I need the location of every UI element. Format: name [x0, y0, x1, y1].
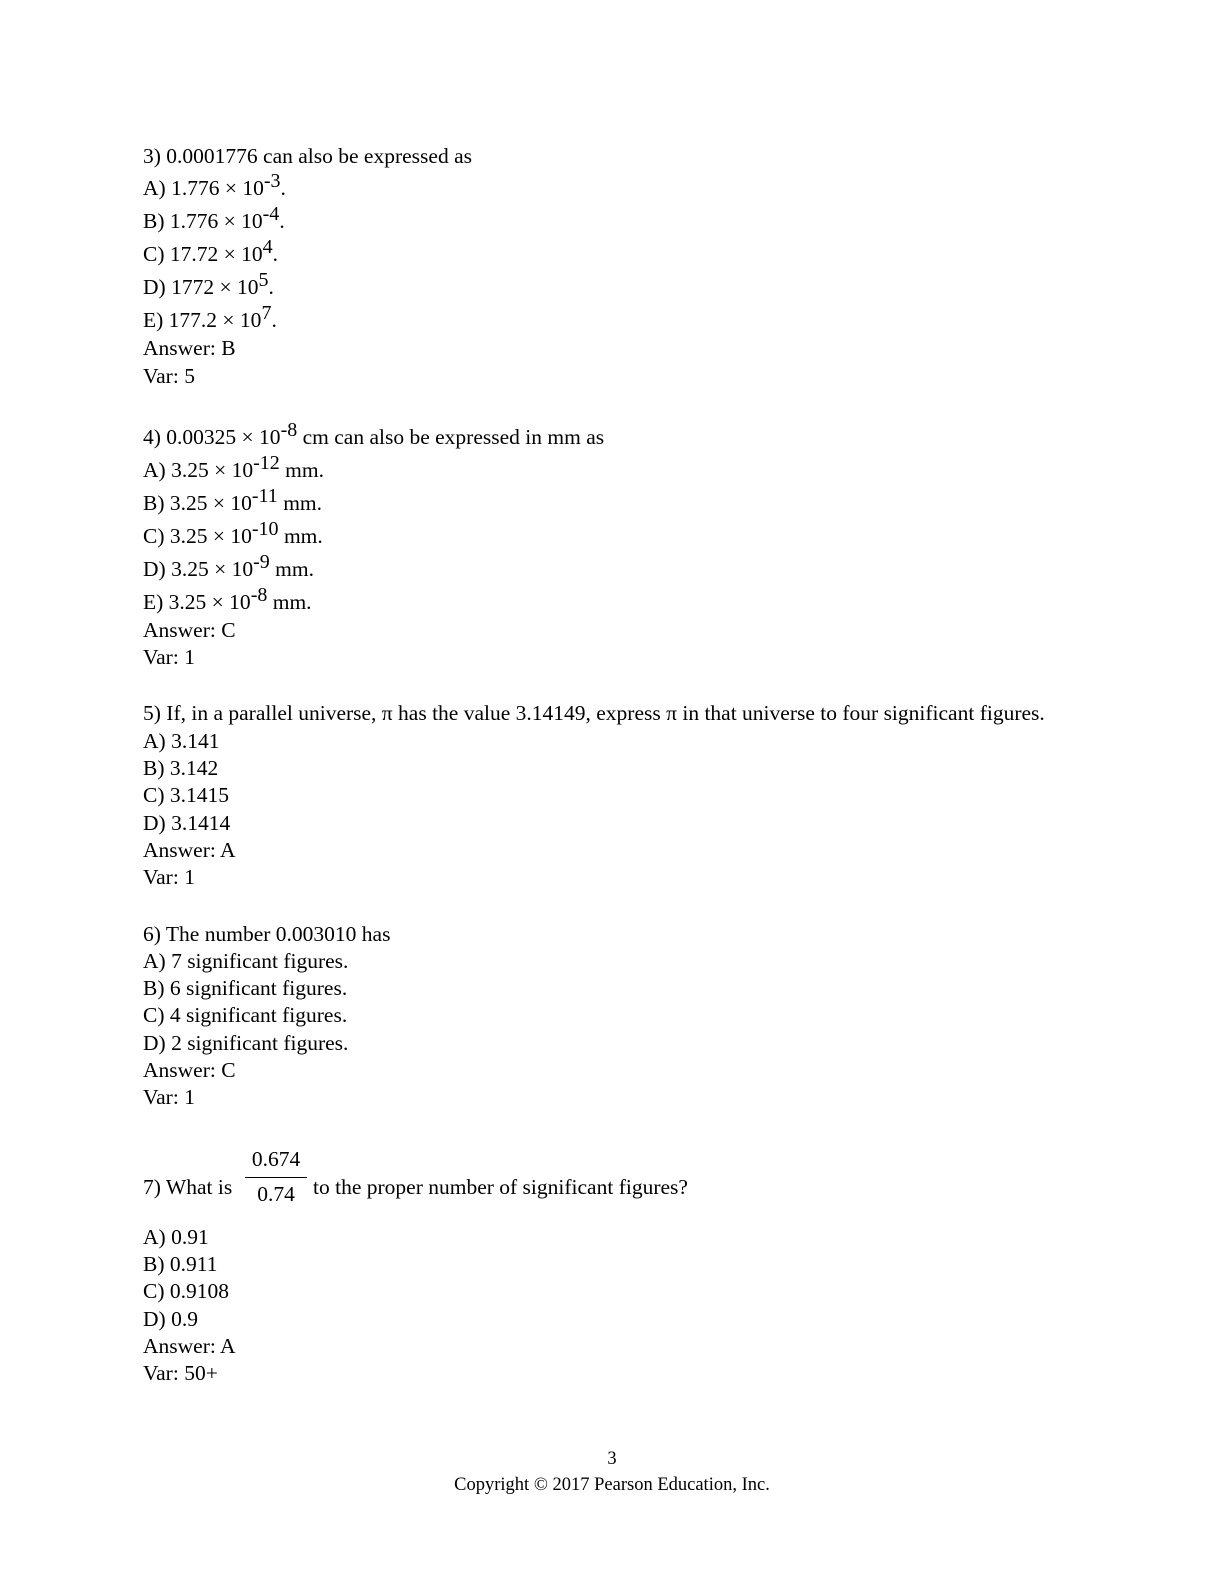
document-page — [143, 143, 1083, 1387]
option-c: C) $3.25 \times 10^{-10}$ mm. — [143, 517, 323, 548]
question-5 — [143, 700, 1083, 891]
option-e: E) $177.2 \times 10^7$. — [143, 302, 277, 333]
option-c: C) $17.72 \times 10^4$. — [143, 236, 279, 267]
option-c: C) 0.9108 — [143, 1279, 229, 1304]
answer-line: Answer: A — [143, 837, 236, 862]
var-line: Var: 1 — [143, 645, 195, 670]
var-line: Var: 1 — [143, 1085, 195, 1110]
option-b: B) 0.911 — [143, 1251, 218, 1276]
option-b: B) 3.142 — [143, 756, 219, 781]
answer-line: Answer: C — [143, 1058, 236, 1083]
question-stem: 4) $0.00325 \times 10^{-8}$ cm can also be expressed in mm as — [143, 418, 605, 449]
question-4 — [143, 419, 1083, 672]
question-stem: 6) The number 0.003010 has — [143, 921, 391, 946]
option-a: A) $1.776 \times 10^{-3}$. — [143, 170, 286, 201]
option-c: C) 4 significant figures. — [143, 1003, 348, 1028]
answer-line: Answer: C — [143, 617, 236, 642]
fraction — [245, 1144, 307, 1210]
fraction-numerator: 0.674 — [251, 1146, 301, 1171]
option-d: D) 2 significant figures. — [143, 1030, 349, 1055]
option-d: D) 3.1414 — [143, 810, 231, 835]
fraction-bar — [245, 1177, 307, 1178]
question-3 — [143, 143, 1083, 390]
question-7 — [143, 1144, 1083, 1388]
option-d: D) 0.9 — [143, 1306, 198, 1331]
question-stem: 7) What is 0.674 0.74 to the proper number of significant figures? — [143, 1144, 1083, 1224]
option-b: B) 6 significant figures. — [143, 976, 348, 1001]
var-line: Var: 1 — [143, 865, 195, 890]
question-stem: 5) If, in a parallel universe, π has the value 3.14149, express π in that universe to four significant figures. — [143, 701, 1045, 726]
question-6 — [143, 921, 1083, 1112]
question-stem: 3) 0.0001776 can also be expressed as — [143, 144, 472, 168]
var-line: Var: 50+ — [143, 1361, 218, 1386]
option-b: B) $1.776 \times 10^{-4}$. — [143, 203, 285, 234]
option-e: E) $3.25 \times 10^{-8}$ mm. — [143, 583, 312, 614]
var-line: Var: 5 — [143, 363, 195, 388]
answer-line: Answer: B — [143, 336, 236, 361]
option-c: C) 3.1415 — [143, 783, 229, 808]
option-a: A) 7 significant figures. — [143, 948, 349, 973]
option-a: A) $3.25 \times 10^{-12}$ mm. — [143, 451, 324, 482]
copyright-notice: Copyright © 2017 Pearson Education, Inc. — [454, 1475, 770, 1495]
option-b: B) $3.25 \times 10^{-11}$ mm. — [143, 484, 323, 515]
option-d: D) $1772 \times 10^5$. — [143, 269, 274, 300]
page-number: 3 — [607, 1449, 617, 1469]
option-d: D) $3.25 \times 10^{-9}$ mm. — [143, 550, 314, 581]
option-a: A) 0.91 — [143, 1224, 209, 1249]
answer-line: Answer: A — [143, 1333, 236, 1358]
fraction-denominator: 0.74 — [257, 1181, 295, 1206]
option-a: A) 3.141 — [143, 728, 220, 753]
